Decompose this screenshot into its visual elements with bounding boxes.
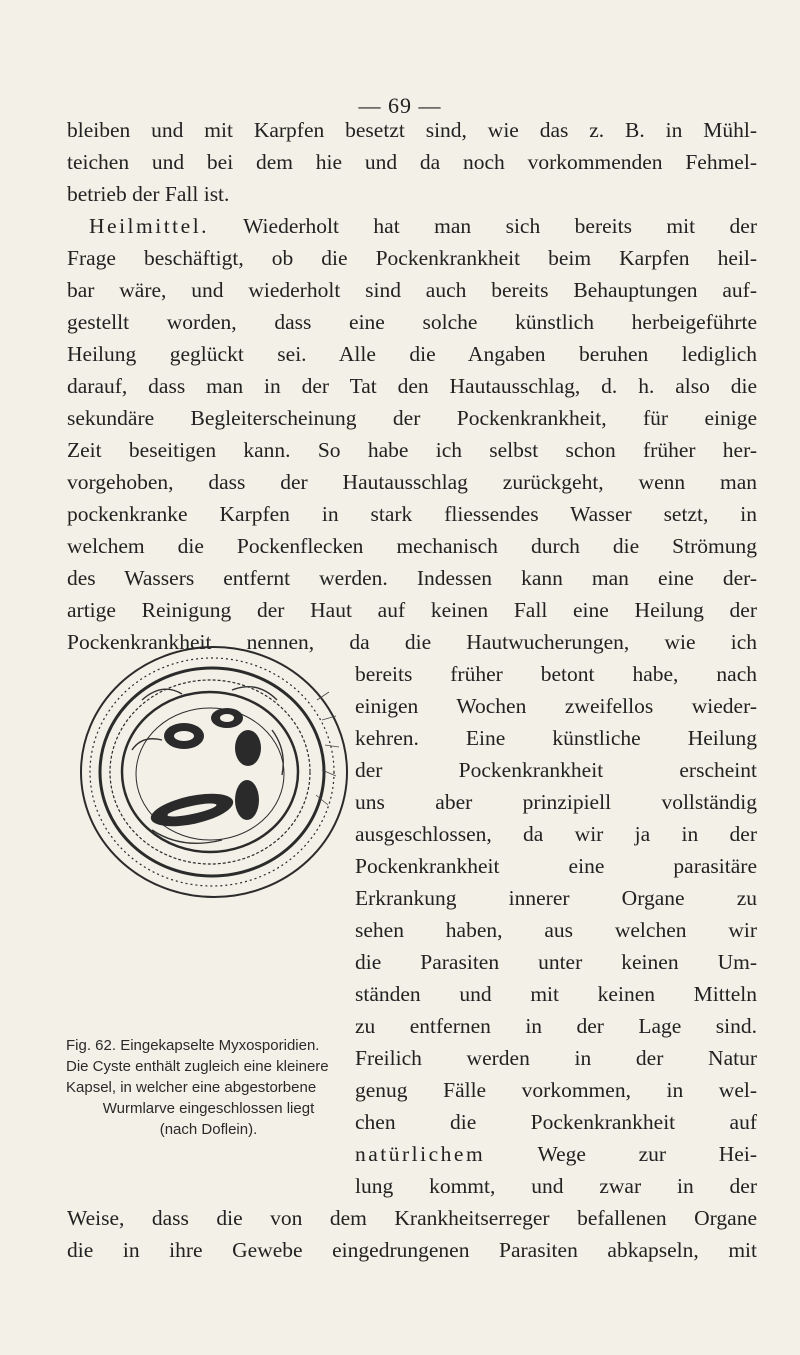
text-line: pockenkranke Karpfen in stark fliessendes Wasser setzt, in: [67, 502, 757, 526]
text-line: Weise, dass die von dem Krankheitserreger befallenen Organe: [67, 1206, 757, 1230]
caption-line: (nach Doflein).: [159, 1121, 258, 1138]
caption-line: Kapsel, in welcher eine abgestorbene: [66, 1079, 317, 1096]
text-line: Zeit beseitigen kann. So habe ich selbst schon früher her-: [67, 438, 757, 462]
text-span: Wiederholt hat man sich bereits mit der: [209, 214, 757, 238]
text-line: die Parasiten unter keinen Um-: [355, 950, 757, 974]
page-number: — 69 —: [358, 93, 442, 118]
caption-line: Wurmlarve eingeschlossen liegt: [102, 1100, 315, 1117]
text-line: bar wäre, und wiederholt sind auch bereits Behauptungen auf-: [67, 278, 757, 302]
cyst-illustration: [72, 640, 352, 908]
text-line: sehen haben, aus welchen wir: [355, 918, 757, 942]
text-line: teichen und bei dem hie und da noch vorkommenden Fehmel-: [67, 150, 757, 174]
text-line: bereits früher betont habe, nach: [355, 662, 757, 686]
text-line: vorgehoben, dass der Hautausschlag zurückgeht, wenn man: [67, 470, 757, 494]
text-line: Heilung geglückt sei. Alle die Angaben beruhen lediglich: [67, 342, 757, 366]
emphasis: natürlichem: [355, 1142, 486, 1166]
text-span: Wege zur Hei-: [485, 1142, 757, 1166]
text-line: betrieb der Fall ist.: [67, 182, 230, 206]
text-line: gestellt worden, dass eine solche künstlich herbeigeführte: [67, 310, 757, 334]
caption-line: Fig. 62. Eingekapselte Myxosporidien.: [66, 1037, 320, 1054]
caption-line: Die Cyste enthält zugleich eine kleinere: [66, 1058, 329, 1075]
text-line: die in ihre Gewebe eingedrungenen Parasiten abkapseln, mit: [67, 1238, 757, 1262]
text-line: Freilich werden in der Natur: [355, 1046, 757, 1070]
text-line: genug Fälle vorkommen, in wel-: [355, 1078, 757, 1102]
text-line: lung kommt, und zwar in der: [355, 1174, 757, 1198]
text-line: Pockenkrankheit eine parasitäre: [355, 854, 757, 878]
text-line: darauf, dass man in der Tat den Hautausschlag, d. h. also die: [67, 374, 757, 398]
text-line: kehren. Eine künstliche Heilung: [355, 726, 757, 750]
text-line: ständen und mit keinen Mitteln: [355, 982, 757, 1006]
text-line: welchem die Pockenflecken mechanisch durch die Strömung: [67, 534, 757, 558]
text-line: einigen Wochen zweifellos wieder-: [355, 694, 757, 718]
section-heading-line: [89, 210, 757, 242]
figure-caption: [66, 1035, 351, 1140]
section-heading: Heilmittel.: [89, 214, 210, 238]
text-line: Frage beschäftigt, ob die Pockenkrankheit beim Karpfen heil-: [67, 246, 757, 270]
text-line: uns aber prinzipiell vollständig: [355, 790, 757, 814]
text-line: chen die Pockenkrankheit auf: [355, 1110, 757, 1134]
text-line: Pockenkrankheit nennen, da die Hautwucherungen, wie ich: [67, 630, 757, 654]
text-line: sekundäre Begleiterscheinung der Pockenkrankheit, für einige: [67, 406, 757, 430]
text-line: artige Reinigung der Haut auf keinen Fall eine Heilung der: [67, 598, 757, 622]
text-line: bleiben und mit Karpfen besetzt sind, wie das z. B. in Mühl-: [67, 118, 757, 142]
text-line: Erkrankung innerer Organe zu: [355, 886, 757, 910]
text-line: der Pockenkrankheit erscheint: [355, 758, 757, 782]
text-line: [355, 1138, 757, 1170]
text-line: des Wassers entfernt werden. Indessen kann man eine der-: [67, 566, 757, 590]
text-line: zu entfernen in der Lage sind.: [355, 1014, 757, 1038]
text-line: ausgeschlossen, da wir ja in der: [355, 822, 757, 846]
